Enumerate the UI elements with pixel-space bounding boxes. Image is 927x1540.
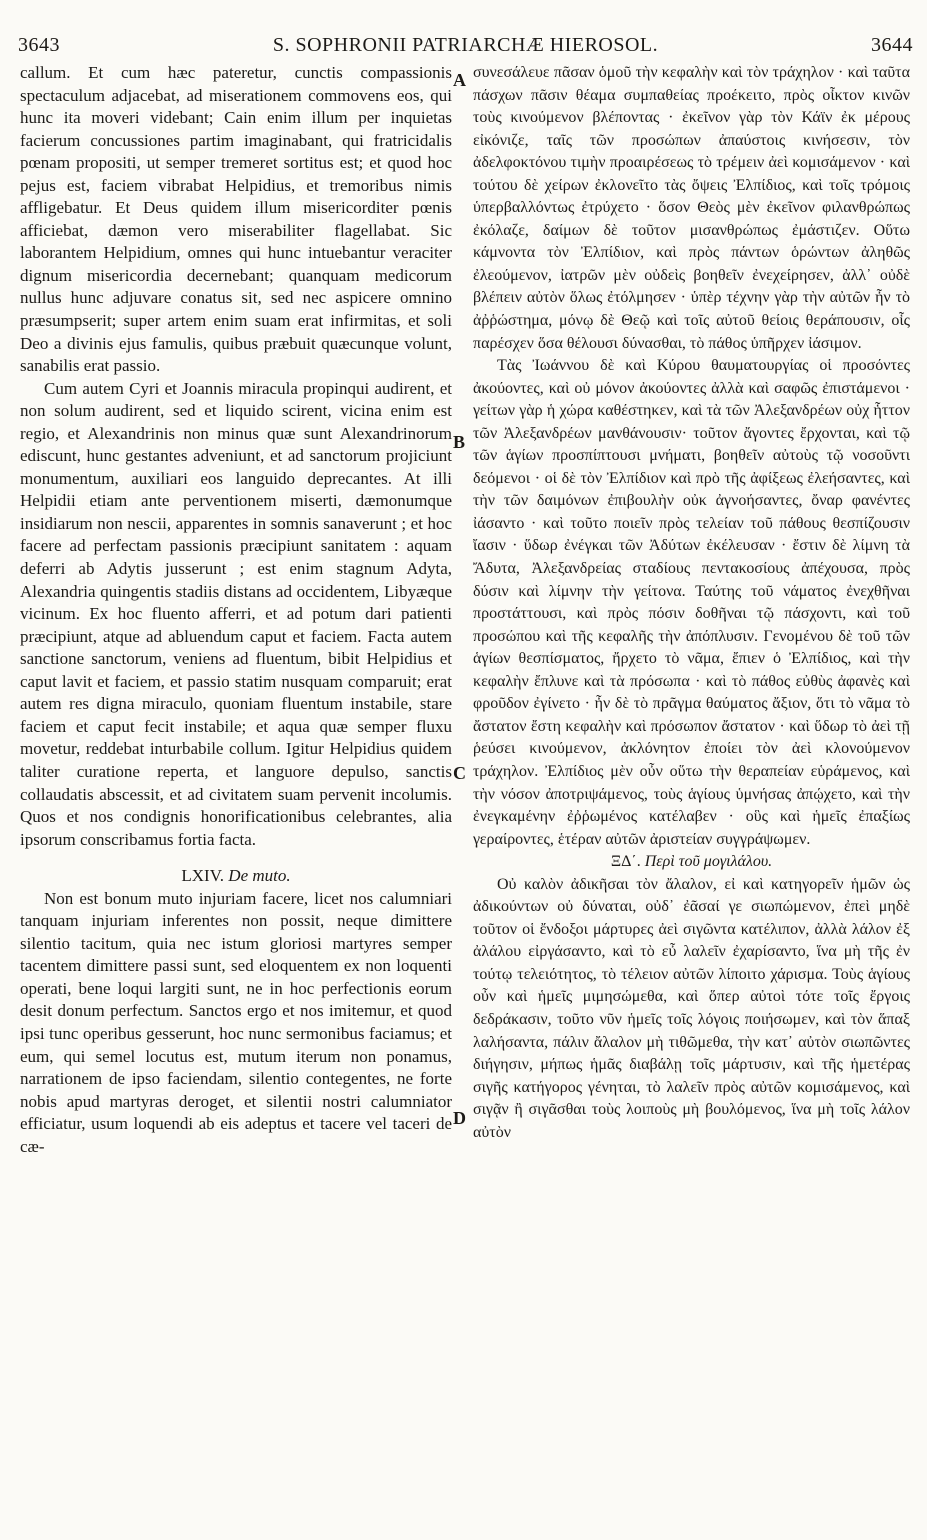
latin-section-title: De muto. (228, 866, 291, 886)
margin-letter-b: B (453, 432, 466, 452)
greek-paragraph-2: Τὰς Ἰωάννου δὲ καὶ Κύρου θαυματουργίας οἱ προσόντες ἀκούοντες, καὶ οὐ μόνον ἀκούοντες ἀλλὰ καὶ σαφῶς ἐπιστάμενοι · γείτων γὰρ ἡ χώρα καθέστηκεν, καὶ τὰ τῶν Ἀλεξανδρέων οὐχ ἧττον τῶν Ἀλεξανδρέων μανθάνουσιν· τοῦτον ἄγοντες ἔρχονται, καὶ τῷ τῶν ἁγίων προσπίπτουσι μνήματι, βοηθεῖν αὐτοὺς τῷ νοσοῦντι δεόμενοι · οἱ δὲ τὸν Ἐλπίδιον καὶ πρὸ τῆς ἀφίξεως ἐλεήσαντες, καὶ τὴν τῶν δαιμόνων ἐπιβουλὴν οὐκ ἀγνοήσαντες, ὄναρ φανέντες ἰάσαντο · καὶ τοῦτο ποιεῖν πρὸς τελείαν τοῦ πάθους θεσπίζουσιν ἴασιν · ὕδωρ ἐνέγκαι τῶν Ἀδύτων ἐκέλευσαν · ἔστιν δὲ λίμνη τὰ Ἄδυτα, Ἀλεξανδρείας σταδίους πεντακοσίους ἀπέχουσα, πρὸς δύσιν καὶ λίμνην τὴν γείτονα. Ταύτης τοῦ νάματος ἐνεχθῆναι προστάττουσι, καὶ πρὸς πόσιν δοθῆναι τῷ πάσχοντι, καὶ τοῦ προσώπου καὶ τῆς κεφαλῆς τὴν ἀπόπλυσιν. Γενομένου δὲ τοῦ τῶν ἁγίων θεσπίσματος, ἤρχετο τὸ νᾶμα, ἔπιεν ὁ Ἐλπίδιος, καὶ τὴν κεφαλὴν ἔπλυνε καὶ τὰ πρόσωπα · καὶ τὸ πάθος εὐθὺς ἀφανὲς καὶ φροῦδον ἐγίνετο · ἦν δὲ τὸ πρᾶγμα θαύματος ἄξιον, ὅτι τὸ νᾶμα τὸ ἄστατον ἔστη κεφαλὴν καὶ πρόσωπον ἄστατον · καὶ ὕδωρ τὸ ἀεὶ τῇ ῥεύσει κινούμενον, ἀκλόνητον ἐποίει τὸν ἀεὶ κλονούμενον τράχηλον. Ἐλπίδιος μὲν οὖν οὕτω τὴν θεραπείαν εὑράμενος, καὶ τὴν νόσον ἀποτριψάμενος, τοὺς ἁγίους ὑμνήσας ἀπῴχετο, καὶ τὴν ἐνεγκαμένην ἐῤῥωμένος κατέλαβεν · οὓς καὶ ἡμεῖς ἐπαξίως γεραίροντες, ἑτέραν αὐτῶν ἀριστείαν συγγράψωμεν. (473, 357, 910, 848)
margin-letter-a: A (453, 70, 466, 90)
running-title: S. SOPHRONII PATRIARCHÆ HIEROSOL. (272, 34, 659, 56)
greek-section-title: Περὶ τοῦ μογιλάλου. (644, 853, 773, 871)
page-number-left: 3643 (18, 34, 60, 56)
greek-section-number: ΞΔ΄. (610, 853, 641, 871)
greek-paragraph-3: Οὐ καλὸν ἀδικῆσαι τὸν ἄλαλον, εἰ καὶ κατηγορεῖν ἡμῶν ὡς ἀδικούντων οὐ δύναται, οὐδ᾽ ἐᾶσαί γε σιωπώμενον, ἐπεὶ μηδὲ τοῦτον οἱ ἔνδοξοι μάρτυρες ἀεὶ σιγῶντα κατέλιπον, ἀλλὰ λάλον ἐξ ἀλάλου εἰργάσαντο, καὶ τὸ εὖ λαλεῖν ἐχαρίσαντο, ἵνα μὴ τῆς ἐν τούτῳ τελειότητος, τὸ τέλειον αὐτῶν λίποιτο χάρισμα. Τοὺς ἁγίους οὖν καὶ ἡμεῖς μιμησώμεθα, καὶ ὅπερ αὐτοὶ τότε τοῖς ἔργοις δεδράκασιν, τοῦτο νῦν ἡμεῖς τοῖς λόγοις ποιήσωμεν, καὶ τὸν ἅπαξ λαλήσαντα, πάλιν ἄλαλον μὴ τιθῶμεθα, τὴν κατ᾽ αὐτὸν σιωπῶντες διήγησιν, μήπως ἡμᾶς διαβάλῃ τοῖς μάρτυσιν, καὶ τῆς ἡμετέρας σιγῆς κατήγορος γένηται, τὸ λαλεῖν πρὸς αὐτῶν κομισάμενος, καὶ σιγᾷν ἢ σιγᾶσθαι τοὺς λοιποὺς μὴ βουλόμενος, ἵνα μὴ τοῖς λάλον αὐτὸν (473, 875, 910, 1141)
greek-paragraph-1: συνεσάλευε πᾶσαν ὁμοῦ τὴν κεφαλὴν καὶ τὸν τράχηλον · καὶ ταῦτα πάσχων πᾶσιν θέαμα συμπαθείας προέκειτο, πρὸς οἶκτον κινῶν τοὺς κινούμενον βλέποντας · ἐκεῖνον γὰρ τὸν Κάϊν ἐκ μέρους εἰκόνιζε, ταῖς τῶν προσώπων ἀπαύστοις κινήσεσιν, τὸν ἀδελφοκτόνου τιμὴν προαιρέσεως τὸ τρέμειν ἀεὶ κομισάμενον · καὶ τούτου δὲ χείρων ἐκλονεῖτο τὰς ὄψεις Ἐλπίδιος, καὶ τοῖς τρόμοις ὑπερβαλλόντως ἐτρύχετο · ὅσον Θεὸς μὲν ἐκεῖνον φιλανθρώπως ἐκόλαζε, δαίμων δὲ τοῦτον μισανθρώπως ἐμάστιζεν. Οὕτω κάμνοντα τὸν Ἐλπίδιον, καὶ πρὸς πάντων ὁρώντων ἀληθῶς ἐλεούμενον, ἰατρῶν μὲν οὐδεὶς βοηθεῖν ἐνεχείρησεν, ἀλλ᾽ οὐδὲ βλέπειν αὐτὸν ὅλως ἐτόλμησεν · ὑπὲρ τέχνην γὰρ τὴν αὐτῶν ἦν τὸ ἀῤῥώστημα, μόνῳ δὲ Θεῷ καὶ τοῖς αὐτοῦ θείοις θεράπουσιν, οἷς παρέσχεν ὅσα θέλουσι δύνασθαι, τὸ πάθος ὑπῆρχεν ἰάσιμον. (473, 64, 910, 352)
section-gap (20, 851, 452, 865)
greek-section-heading (473, 851, 910, 874)
latin-column (20, 62, 452, 1158)
page-number-right: 3644 (871, 34, 913, 56)
page-header (18, 34, 913, 60)
latin-paragraph-1: callum. Et cum hæc pateretur, cunctis compassionis spectaculum adjacebat, ad miserationem commovens eos, qui hunc ita moveri videbant; Cain enim illum per inquietas facierum concussiones partim imaginabant, qui fratricidalis pœnam propositi, ut semper tremeret sortitus est; et quod hoc pejus est, faciem vibrabat Helpidius, et tremoribus nimis affligebatur. Et Deus quidem illum misericorditer pœnis afficiebat, dæmon vero miserabiliter flagellabat. Sic laborantem Helpidium, omnes qui hunc intuebantur veraciter dignum misericordia decernebant; quanquam medicorum nullus hunc adjuvare conatus sit, sed nec aspicere omnino præsumpserit; super artem enim suam erat infirmitas, et soli Deo a divinis ejus famulis, quibus præbuit quæcunque volunt, sanabilis erat passio. (20, 63, 452, 376)
greek-column (473, 62, 910, 1144)
latin-paragraph-2: Cum autem Cyri et Joannis miracula propinqui audirent, et non solum audirent, sed et liquido scirent, vicina enim est regio, et Alexandrinis non minus quæ sunt Alexandrinorum ediscunt, hunc gestantes adveniunt, et ad sanctorum projiciunt monumentum, auxiliari eos languido deprecantes. At illi Helpidii etiam ante perventionem miserti, dæmonumque insidiarum non nescii, apparentes in somnis sanaverunt ; et hoc facere ad perfectam passionis præcipiunt sanitatem : aquam deferri ab Adytis jusserunt ; est enim stagnum Adyta, Alexandria quingentis stadiis distans ad occidentem, Libyæque vicinum. Ex hoc fluento afferri, et ad potum dari patienti præcipiunt, atque ad abluendum caput et faciem. Facta autem sanctione sanctorum, veniens ad fluentum, bibit Helpidius et caput lavit et faciem, et passio statim nusquam comparuit; erat autem res digna miraculo, quoniam fluentum instabile, stare faciem et caput fecit instabile; et aqua quæ semper fluxu movetur, reddebat inturbabile collum. Igitur Helpidius quidem taliter curatione reperta, et languore depulso, sanctis collaudatis abscessit, et ad civitatem suam pervenit incolumis. Quos et nos condignis honorificationibus celebrantes, alia ipsorum conscribamus fortia facta. (20, 378, 452, 849)
latin-paragraph-3: Non est bonum muto injuriam facere, licet nos calumniari tanquam injuriam inferentes non possit, neque dimittere silentio tacitum, quia nec istum gloriosi martyres semper tacentem dimittere passi sunt, sed eloquentem ex non loquenti operati, bene loqui largiti sunt, ne in hoc perfectionis eorum desit donum perfectum. Sanctos ergo et nos imitemur, et quod ipsi tunc operibus gesserunt, hoc nunc sermonibus faciamus; et eum, qui semel locutus est, mutum iterum non ponamus, narrationem de ipso faciendam, silentio contegentes, ne forte nobis apud martyras deroget, et silentii nostri calumniator efficiatur, usum loquendi ab eis adeptus et tacere vel taceri de cæ- (20, 888, 452, 1156)
latin-section-number: LXIV. (181, 866, 225, 886)
margin-letter-d: D (453, 1108, 466, 1128)
latin-section-heading (20, 865, 452, 888)
margin-letter-c: C (453, 763, 466, 783)
